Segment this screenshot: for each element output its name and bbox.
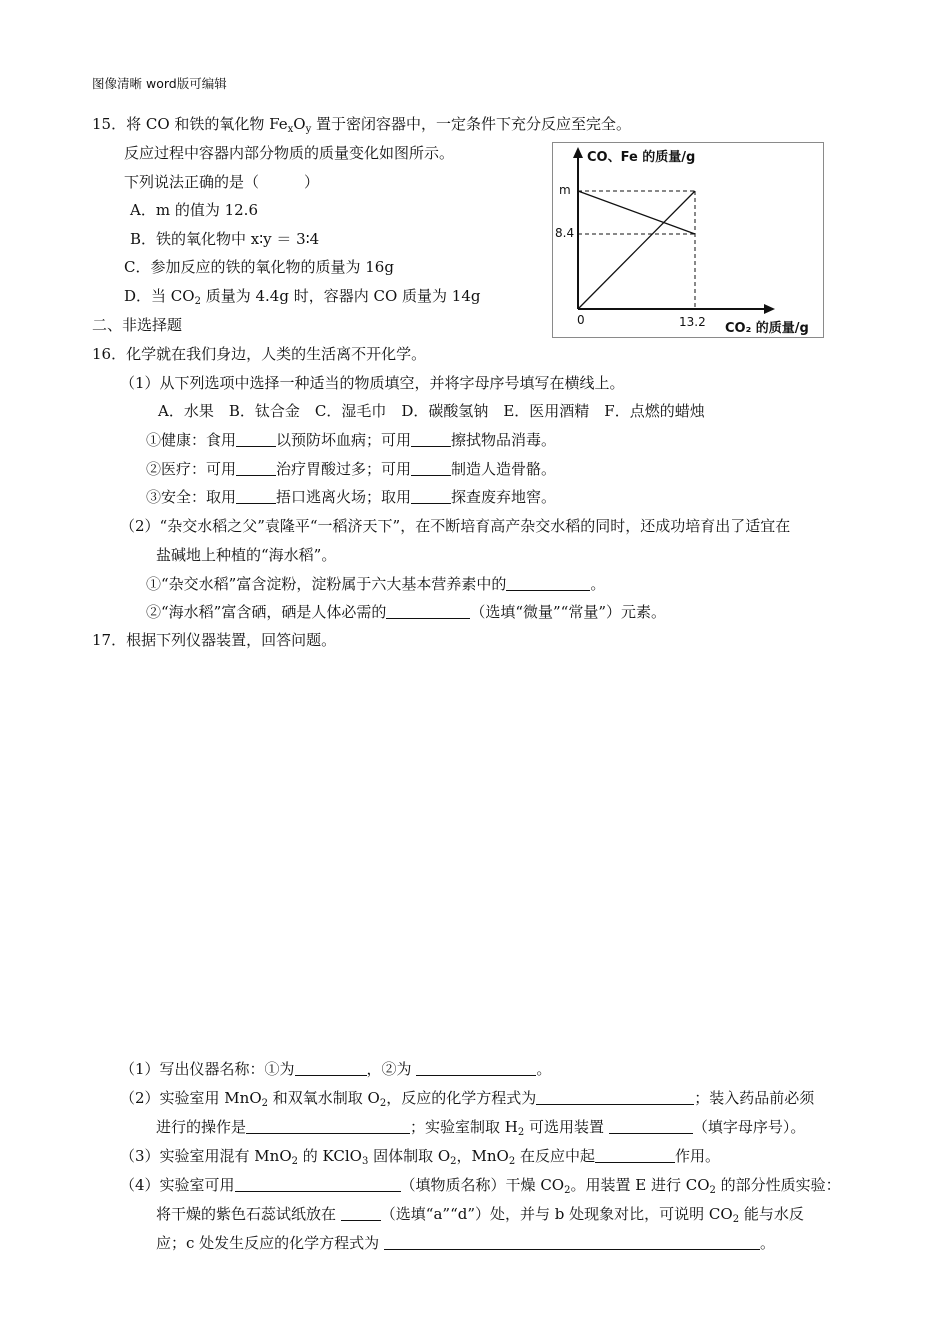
subscript: 2 bbox=[732, 1214, 740, 1225]
answer-blank[interactable] bbox=[236, 489, 276, 504]
subscript: 2 bbox=[261, 1098, 269, 1109]
graph-x-title: CO₂ 的质量/g bbox=[725, 321, 809, 336]
q17-p3-d: ，MnO bbox=[456, 1147, 509, 1165]
q17-part4-line3 bbox=[156, 1233, 775, 1253]
q17-p2-d: ；装入药品前必须 bbox=[694, 1089, 815, 1107]
q17-part4-line1 bbox=[120, 1175, 841, 1195]
q17-p4-f: （选填“a”“d”）处，并与 b 处现象对比，可说明 CO bbox=[380, 1205, 733, 1223]
q17-p1-a: （1）写出仪器名称：①为 bbox=[120, 1060, 295, 1078]
answer-blank[interactable] bbox=[536, 1090, 694, 1105]
answer-blank[interactable] bbox=[235, 1177, 401, 1192]
q15-option-d-post: 质量为 4.4g 时，容器内 CO 质量为 14g bbox=[200, 287, 481, 305]
q15-stem-line3: 下列说法正确的是（ ） bbox=[124, 173, 320, 191]
q17-p2-c: ，反应的化学方程式为 bbox=[386, 1089, 537, 1107]
y-axis-arrow bbox=[573, 147, 583, 158]
q17-p4-a: （4）实验室可用 bbox=[120, 1176, 235, 1194]
q15-stem-line2: 反应过程中容器内部分物质的质量变化如图所示。 bbox=[124, 144, 455, 162]
q15-option-d-pre: D．当 CO bbox=[124, 287, 195, 305]
answer-blank[interactable] bbox=[595, 1148, 675, 1163]
q16-options: A．水果 B．钛合金 C．湿毛巾 D．碳酸氢钠 E．医用酒精 F．点燃的蜡烛 bbox=[158, 402, 705, 420]
q17-stem: 17．根据下列仪器装置，回答问题。 bbox=[92, 631, 337, 649]
q15-o: O bbox=[293, 115, 306, 133]
q17-p4-c: 。用装置 E 进行 CO bbox=[570, 1176, 710, 1194]
q17-p4-g: 能与水反 bbox=[739, 1205, 804, 1223]
q17-part1 bbox=[120, 1059, 551, 1079]
q16-safety-c: 探查废弃地窖。 bbox=[451, 488, 557, 506]
q15-sub-y: y bbox=[305, 124, 312, 135]
q16-sub2-a: ②“海水稻”富含硒，硒是人体必需的 bbox=[146, 603, 387, 621]
answer-blank[interactable] bbox=[236, 461, 276, 476]
answer-blank[interactable] bbox=[411, 461, 451, 476]
answer-blank[interactable] bbox=[506, 576, 590, 591]
q16-sub2 bbox=[146, 602, 666, 622]
graph-y-title: CO、Fe 的质量/g bbox=[587, 150, 696, 165]
q17-p3-b: 的 KClO bbox=[298, 1147, 362, 1165]
q15-number: 15． bbox=[92, 115, 127, 133]
co-mass-line bbox=[578, 191, 695, 234]
q16-line-health bbox=[146, 430, 556, 450]
q17-part2-line1 bbox=[120, 1088, 814, 1108]
q17-p4-e: 将干燥的紫色石蕊试纸放在 bbox=[156, 1205, 337, 1223]
subscript: 2 bbox=[709, 1185, 716, 1196]
q16-part2-line1: （2）“杂交水稻之父”袁隆平“一稻济天下”，在不断培育高产杂交水稻的同时，还成功培育出了适宜在 bbox=[120, 517, 791, 535]
subscript: 2 bbox=[291, 1156, 299, 1167]
q15-option-c: C．参加反应的铁的氧化物的质量为 16g bbox=[124, 258, 394, 276]
q15-stem-pre: 将 CO 和铁的氧化物 Fe bbox=[126, 115, 288, 133]
mass-change-graph bbox=[552, 142, 824, 338]
q17-p4-h: 应；c 处发生反应的化学方程式为 bbox=[156, 1234, 380, 1252]
q16-safety-b: 捂口逃离火场；取用 bbox=[276, 488, 412, 506]
graph-origin: 0 bbox=[577, 313, 585, 327]
fe-mass-line bbox=[578, 191, 695, 309]
q16-health-c: 擦拭物品消毒。 bbox=[451, 431, 557, 449]
answer-blank[interactable] bbox=[609, 1119, 693, 1134]
answer-blank[interactable] bbox=[384, 1235, 760, 1250]
answer-blank[interactable] bbox=[236, 432, 276, 447]
q17-p3-e: 在反应中起 bbox=[515, 1147, 596, 1165]
q17-p4-b: （填物质名称）干燥 CO bbox=[400, 1176, 565, 1194]
x-axis-arrow bbox=[764, 304, 775, 314]
subscript: 3 bbox=[361, 1156, 369, 1167]
page-header: 图像清晰 word版可编辑 bbox=[92, 76, 227, 91]
q16-sub1-b: 。 bbox=[590, 575, 606, 593]
q16-medical-a: ②医疗：可用 bbox=[146, 460, 237, 478]
q16-stem: 16．化学就在我们身边，人类的生活离不开化学。 bbox=[92, 345, 427, 363]
q17-p3-a: （3）实验室用混有 MnO bbox=[120, 1147, 292, 1165]
answer-blank[interactable] bbox=[411, 489, 451, 504]
subscript: 2 bbox=[564, 1185, 571, 1196]
q16-line-medical bbox=[146, 459, 556, 479]
subscript: 2 bbox=[517, 1127, 525, 1138]
q16-line-safety bbox=[146, 487, 556, 507]
q16-sub1 bbox=[146, 574, 605, 594]
q16-medical-b: 治疗胃酸过多；可用 bbox=[276, 460, 412, 478]
q15-option-d bbox=[124, 286, 480, 306]
q17-part3 bbox=[120, 1146, 720, 1166]
graph-y-tick-8.4: 8.4 bbox=[555, 226, 575, 240]
q15-option-d-sub: 2 bbox=[194, 296, 201, 307]
answer-blank[interactable] bbox=[386, 604, 470, 619]
graph-svg bbox=[553, 143, 825, 339]
q17-part4-line2 bbox=[156, 1204, 804, 1224]
answer-blank[interactable] bbox=[295, 1061, 367, 1076]
q17-part2-line2 bbox=[156, 1117, 805, 1137]
q16-sub2-b: （选填“微量”“常量”）元素。 bbox=[470, 603, 667, 621]
q17-p2-f: ；实验室制取 H bbox=[410, 1118, 518, 1136]
q17-p2-a: （2）实验室用 MnO bbox=[120, 1089, 262, 1107]
q15-option-a: A．m 的值为 12.6 bbox=[130, 201, 258, 219]
q15-option-b: B．铁的氧化物中 x∶y ＝ 3∶4 bbox=[130, 230, 320, 248]
q17-p2-e: 进行的操作是 bbox=[156, 1118, 247, 1136]
q17-p2-b: 和双氧水制取 O bbox=[268, 1089, 380, 1107]
q15-stem-line1 bbox=[92, 114, 631, 134]
q17-p2-g: 可选用装置 bbox=[524, 1118, 605, 1136]
q16-health-b: 以预防坏血病；可用 bbox=[276, 431, 412, 449]
q17-p2-h: （填字母序号）。 bbox=[692, 1118, 806, 1136]
answer-blank[interactable] bbox=[411, 432, 451, 447]
q17-p3-f: 作用。 bbox=[675, 1147, 721, 1165]
graph-y-tick-m: m bbox=[559, 183, 571, 197]
section-title: 二、非选择题 bbox=[92, 316, 183, 334]
subscript: 2 bbox=[450, 1156, 457, 1167]
graph-x-tick: 13.2 bbox=[679, 315, 706, 329]
answer-blank[interactable] bbox=[246, 1119, 410, 1134]
subscript: 2 bbox=[508, 1156, 516, 1167]
q15-sub-x: x bbox=[287, 124, 294, 135]
answer-blank[interactable] bbox=[416, 1061, 536, 1076]
q17-p3-c: 固体制取 O bbox=[368, 1147, 451, 1165]
q17-p4-i: 。 bbox=[759, 1234, 775, 1252]
q16-part1: （1）从下列选项中选择一种适当的物质填空，并将字母序号填写在横线上。 bbox=[120, 374, 625, 392]
q16-sub1-a: ①“杂交水稻”富含淀粉，淀粉属于六大基本营养素中的 bbox=[146, 575, 507, 593]
q17-p4-d: 的部分性质实验： bbox=[715, 1176, 841, 1194]
q17-p1-c: 。 bbox=[536, 1060, 552, 1078]
answer-blank[interactable] bbox=[341, 1206, 381, 1221]
q17-p1-b: ，②为 bbox=[366, 1060, 412, 1078]
q16-part2-line2: 盐碱地上种植的“海水稻”。 bbox=[156, 546, 337, 564]
q16-medical-c: 制造人造骨骼。 bbox=[451, 460, 557, 478]
subscript: 2 bbox=[379, 1098, 387, 1109]
q16-safety-a: ③安全：取用 bbox=[146, 488, 237, 506]
q15-stem-post: 置于密闭容器中，一定条件下充分反应至完全。 bbox=[311, 115, 632, 133]
q16-health-a: ①健康：食用 bbox=[146, 431, 237, 449]
